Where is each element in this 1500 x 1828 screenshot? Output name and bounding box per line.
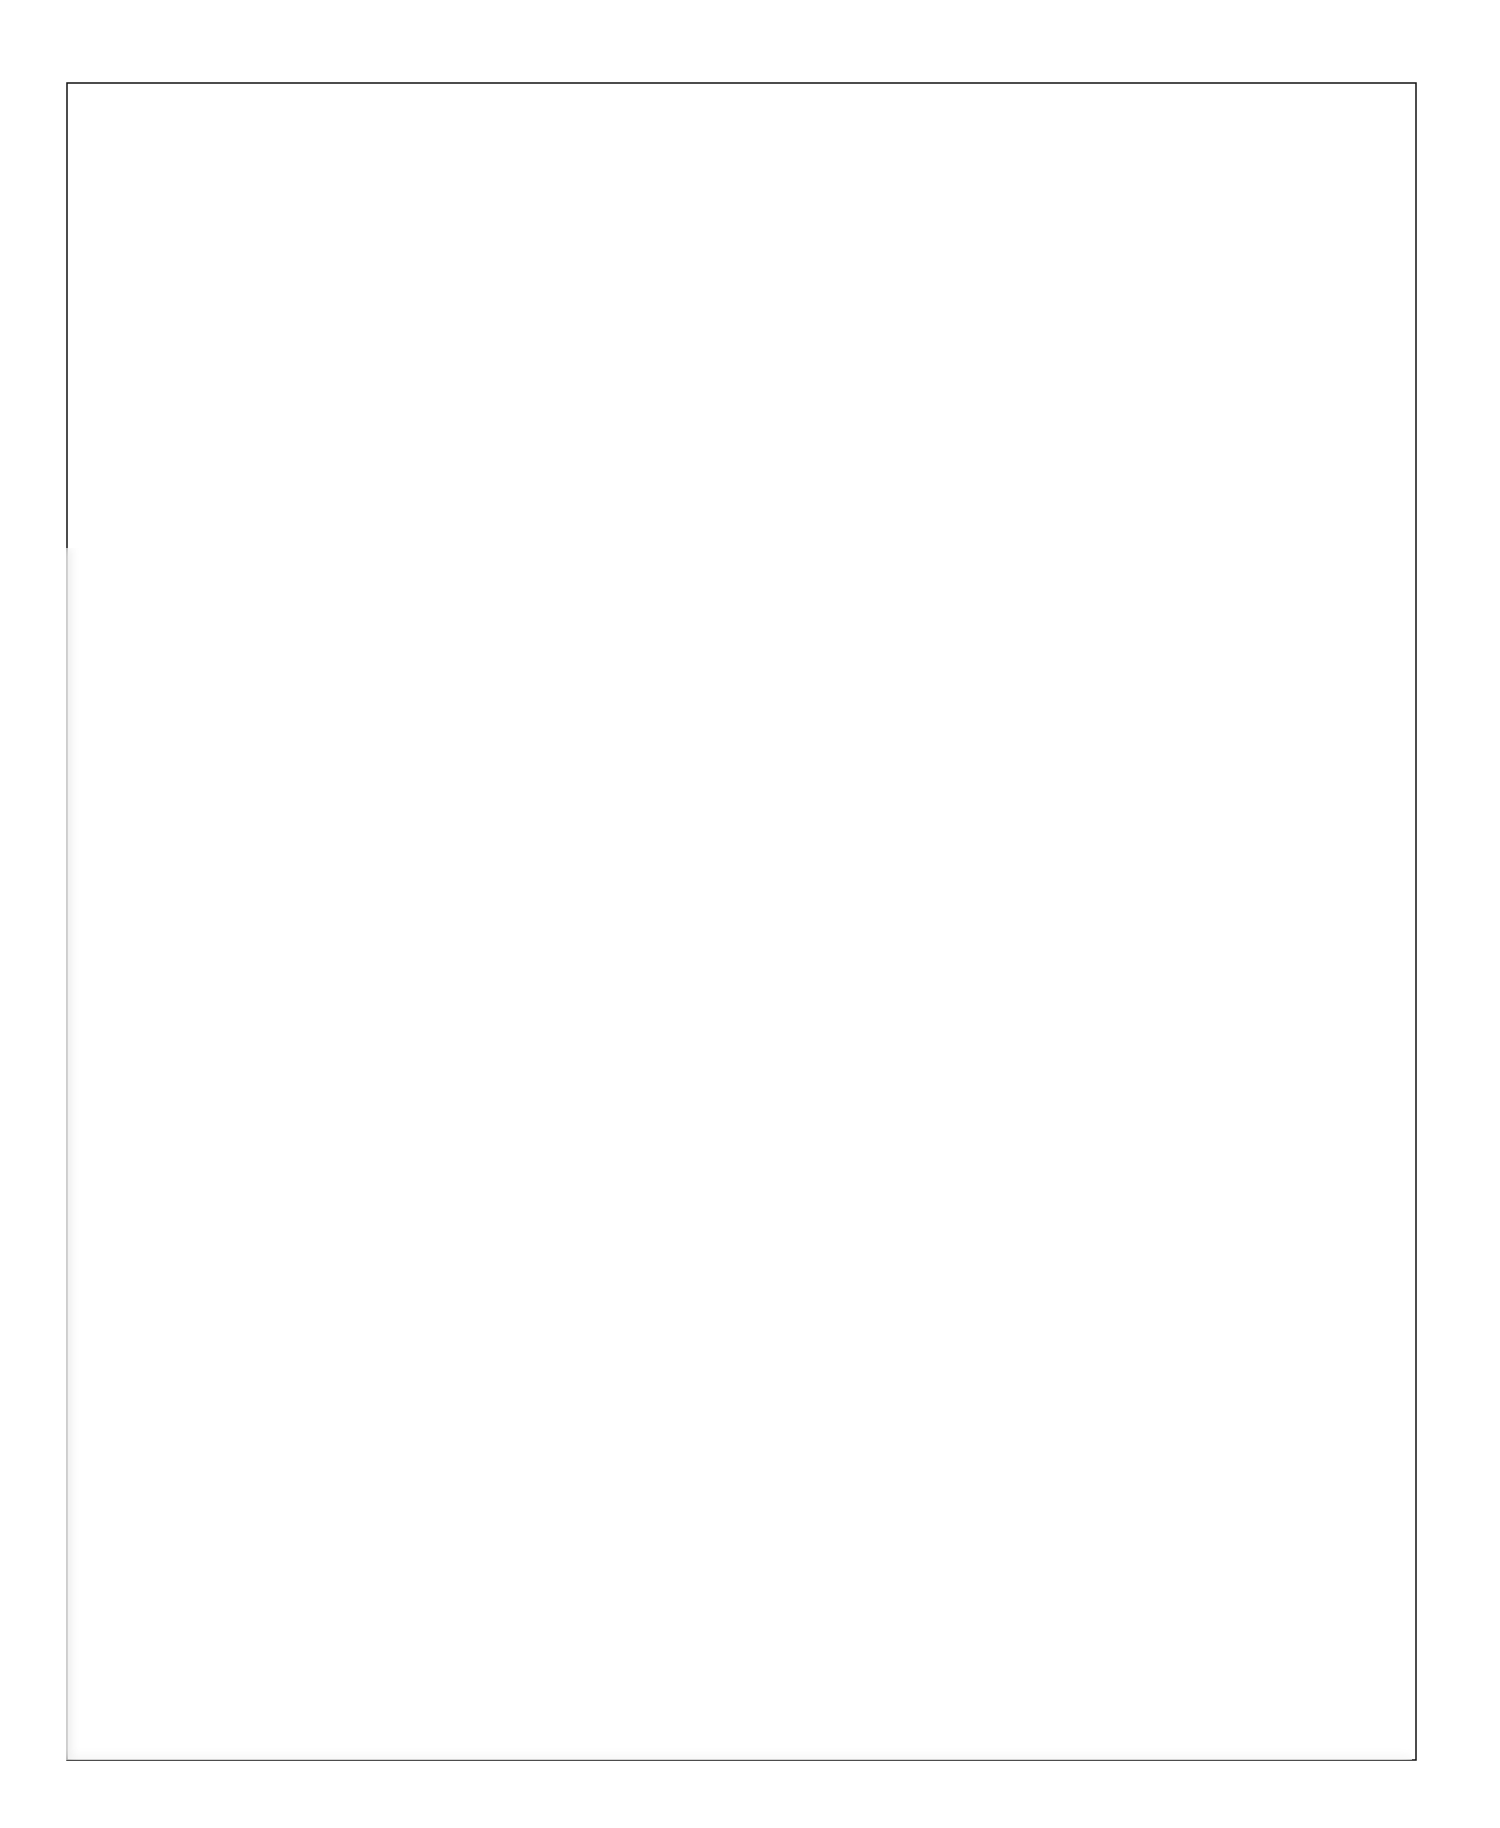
obscured-lower-region [66,548,1412,1760]
